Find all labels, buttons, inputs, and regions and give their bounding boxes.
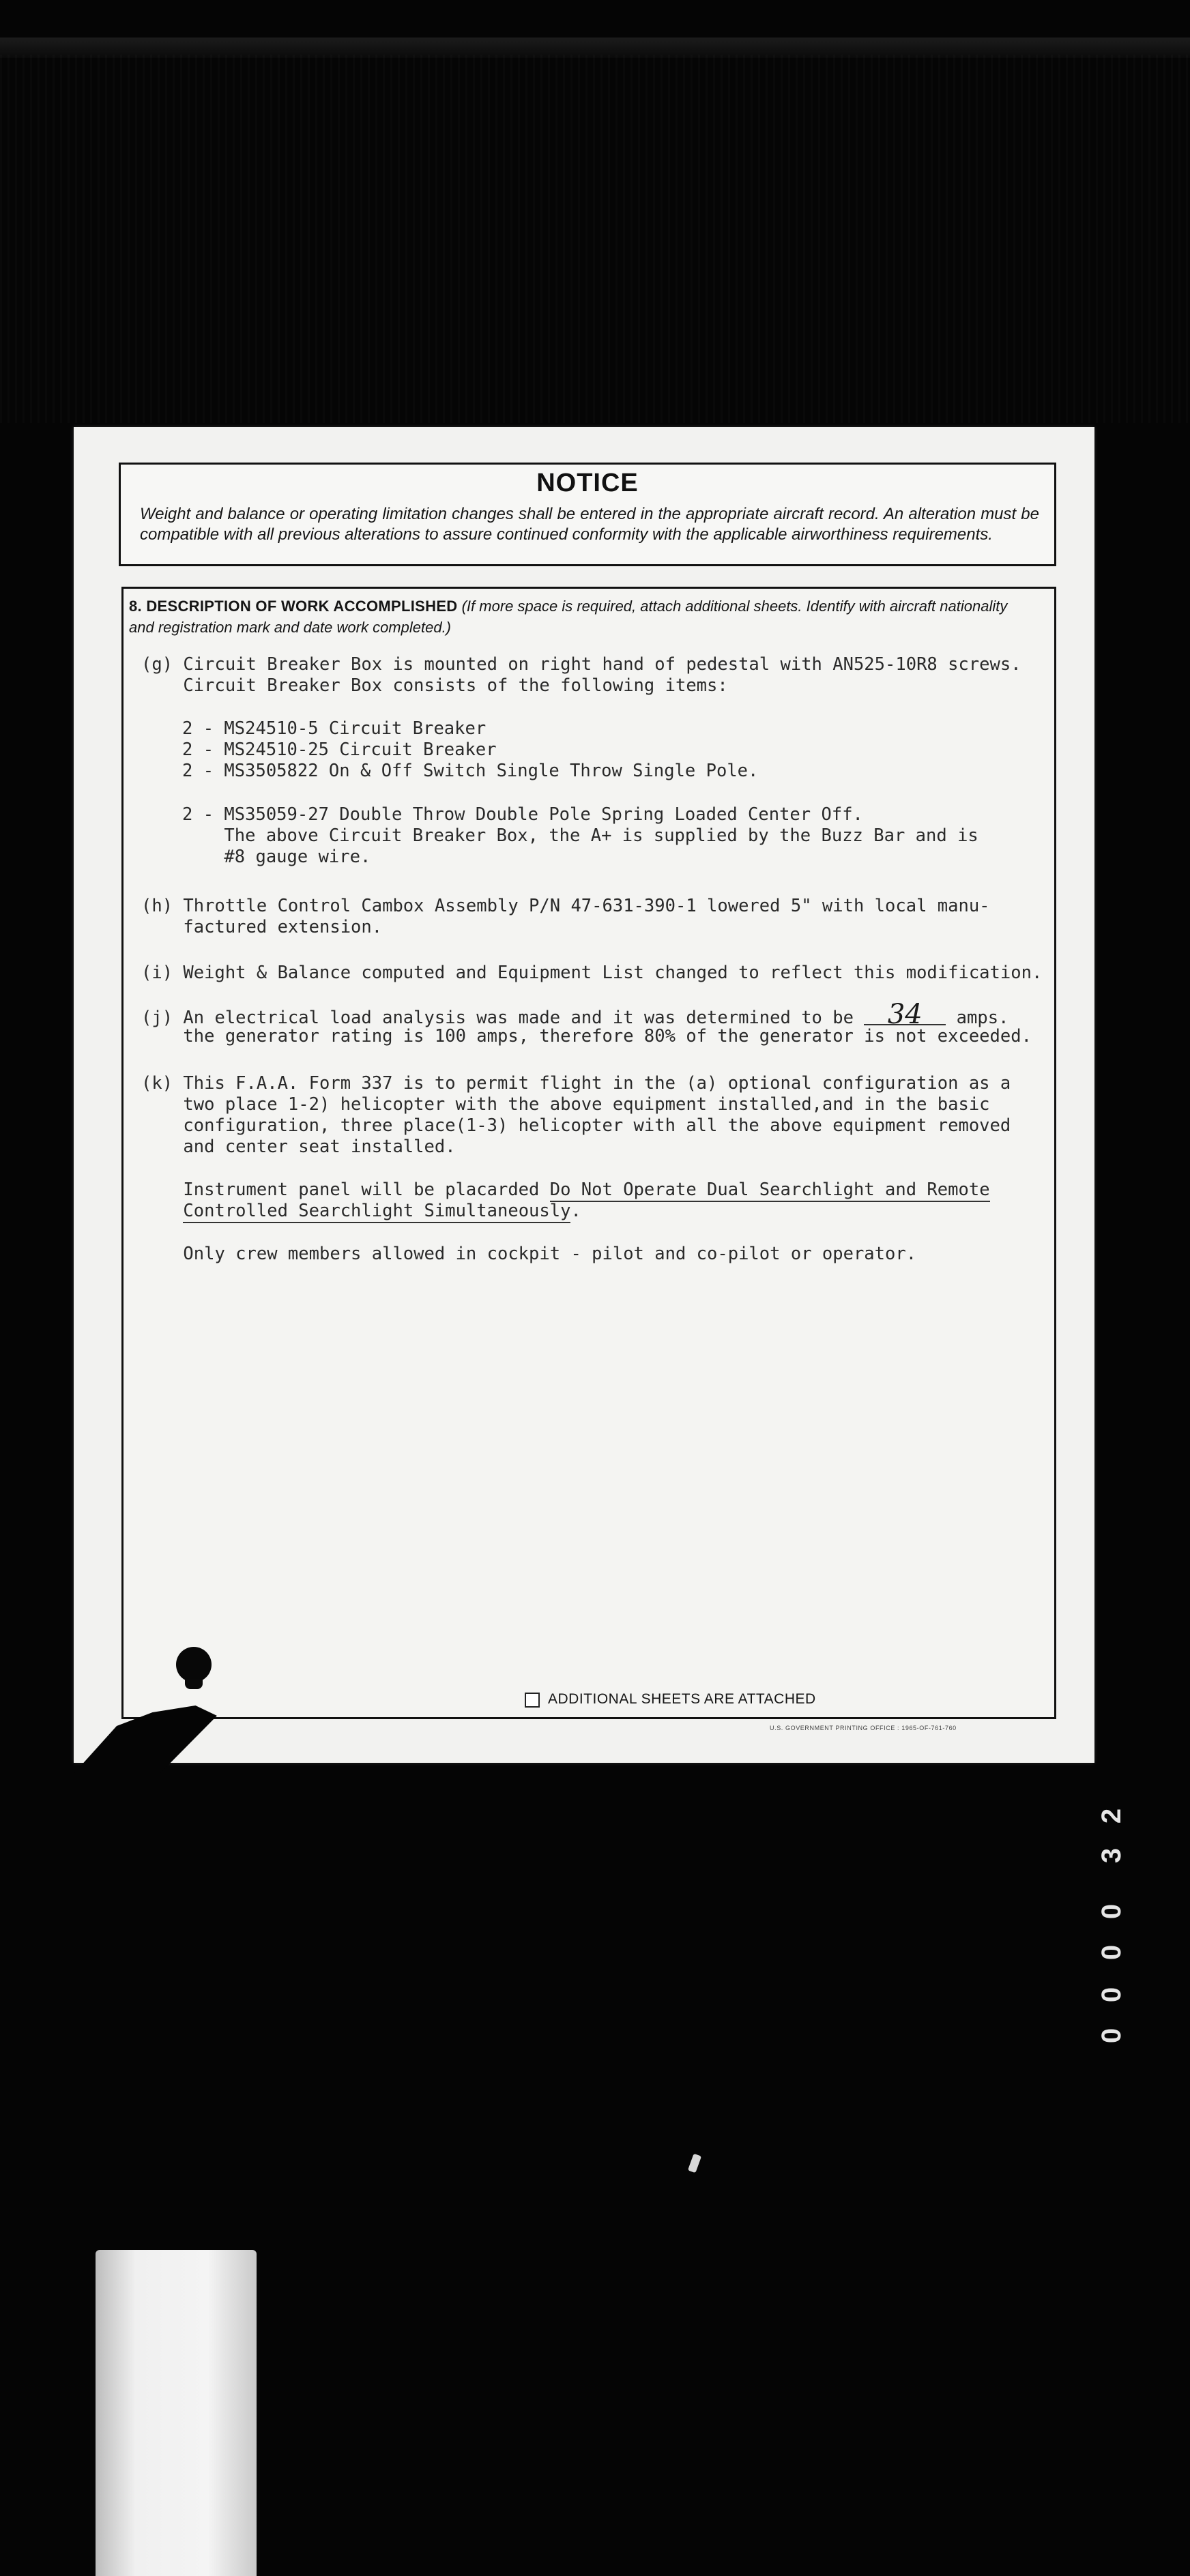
work-line-g3: 2 - MS24510-5 Circuit Breaker (182, 718, 487, 739)
work-heading (129, 596, 1036, 638)
section-label: 8. DESCRIPTION OF WORK ACCOMPLISHED (129, 598, 458, 615)
work-line-j1 (141, 999, 1009, 1030)
hole-punch (176, 1647, 212, 1682)
k5-prefix: Instrument panel will be placarded (141, 1180, 550, 1200)
scan-speck (688, 2154, 701, 2174)
placard-text-line2: Controlled Searchlight Simultaneously (183, 1201, 570, 1223)
work-line-g4: 2 - MS24510-25 Circuit Breaker (182, 740, 497, 760)
side-frame-number (1096, 1798, 1130, 2058)
work-line-h2: factured extension. (141, 917, 383, 937)
handwritten-amps-value: 34 (864, 1005, 946, 1025)
work-line-g7: The above Circuit Breaker Box, the A+ is supplied by the Buzz Bar and is (182, 825, 978, 846)
hole-punch-stem (185, 1680, 203, 1689)
notice-title: NOTICE (536, 469, 639, 497)
additional-sheets-label: ADDITIONAL SHEETS ARE ATTACHED (548, 1691, 816, 1707)
work-line-g1: (g) Circuit Breaker Box is mounted on right hand of pedestal with AN525-10R8 screws. (141, 654, 1021, 675)
frame-digit: 0 (1097, 2028, 1127, 2044)
work-line-k7: Only crew members allowed in cockpit - pilot and co-pilot or operator. (141, 1244, 917, 1264)
work-line-g5: 2 - MS3505822 On & Off Switch Single Throw Single Pole. (182, 761, 759, 781)
section-instructions: (If more space is required, attach additional sheets. Identify with aircraft nationality and registration mark and date work completed.) (129, 598, 1008, 636)
k6-prefix (141, 1201, 183, 1221)
additional-sheets-checkbox[interactable] (525, 1693, 540, 1708)
k6-suffix: . (570, 1201, 581, 1221)
scan-background-noise (0, 55, 1190, 423)
work-line-k3: configuration, three place(1-3) helicopter with all the above equipment removed (141, 1115, 1011, 1136)
work-line-k1: (k) This F.A.A. Form 337 is to permit flight in the (a) optional configuration as a (141, 1073, 1011, 1094)
work-description-box (121, 587, 1056, 1719)
frame-digit: 2 (1097, 1808, 1127, 1824)
work-line-g8: #8 gauge wire. (182, 847, 371, 867)
work-line-i1: (i) Weight & Balance computed and Equipment List changed to reflect this modification. (141, 963, 1043, 983)
gpo-footer: U.S. GOVERNMENT PRINTING OFFICE : 1965-OF-761-760 (770, 1725, 957, 1731)
work-line-h1: (h) Throttle Control Cambox Assembly P/N 47-631-390-1 lowered 5" with local manu- (141, 896, 990, 916)
film-leader-strip (96, 2250, 257, 2576)
notice-box (119, 463, 1056, 566)
work-line-j2: the generator rating is 100 amps, therefore 80% of the generator is not exceeded. (141, 1026, 1032, 1046)
frame-digit: 0 (1097, 1903, 1127, 1920)
work-line-g2: Circuit Breaker Box consists of the following items: (141, 675, 728, 696)
frame-digit: 0 (1097, 1944, 1127, 1961)
form-page (74, 427, 1094, 1763)
work-line-k4: and center seat installed. (141, 1137, 456, 1157)
placard-text-line1: Do Not Operate Dual Searchlight and Remote (550, 1180, 990, 1202)
j1-text-before: (j) An electrical load analysis was made and it was determined to be (141, 1008, 865, 1028)
work-line-k6 (141, 1201, 581, 1222)
notice-text: Weight and balance or operating limitation changes shall be entered in the appropriate aircraft record. An alteration must be compatible with all previous alterations to assure continued conformity with the applicable airworthiness requirements. (140, 505, 1039, 544)
frame-digit: 3 (1097, 1847, 1127, 1864)
work-line-k5 (141, 1180, 990, 1201)
work-line-k2: two place 1-2) helicopter with the above equipment installed,and in the basic (141, 1094, 990, 1115)
j1-text-after: amps. (946, 1008, 1009, 1028)
frame-digit: 0 (1097, 1987, 1127, 2003)
work-line-g6: 2 - MS35059-27 Double Throw Double Pole Spring Loaded Center Off. (182, 804, 863, 825)
